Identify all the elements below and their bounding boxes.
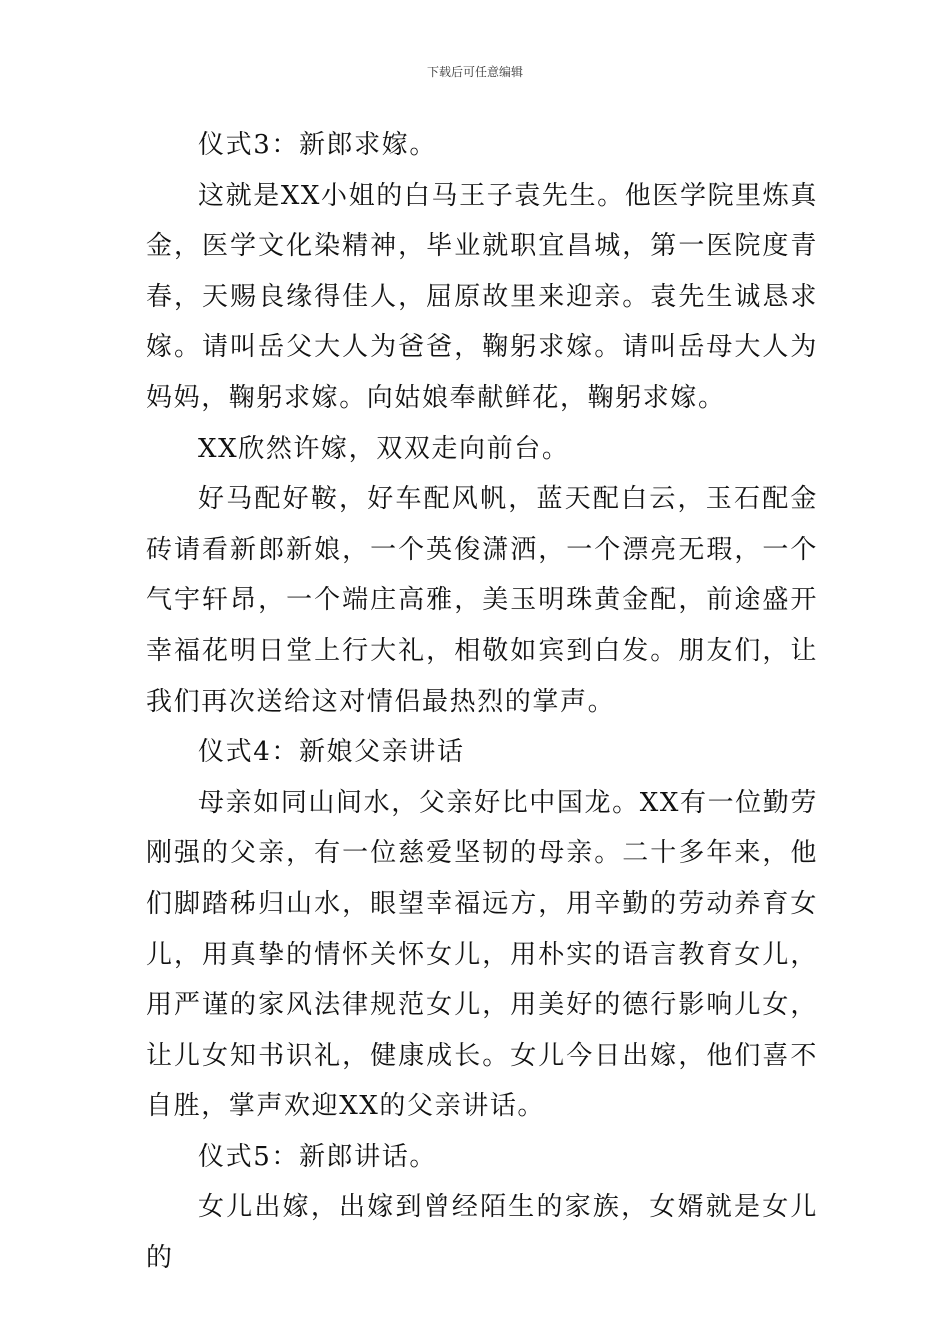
heading-ritual-4: 仪式4：新娘父亲讲话 bbox=[198, 737, 465, 768]
document-body bbox=[146, 120, 818, 1284]
paragraph-blessing: 好马配好鞍，好车配风帆，蓝天配白云，玉石配金砖请看新郎新娘，一个英俊潇洒，一个漂亮无瑕，一个气宇轩昂，一个端庄高雅，美玉明珠黄金配，前途盛开幸福花明日堂上行大礼，相敬如宾到白发。朋友们，让我们再次送给这对情侣最热烈的掌声。 bbox=[146, 484, 818, 717]
heading-ritual-5: 仪式5：新郎讲话。 bbox=[198, 1141, 437, 1172]
page-header-note: 下载后可任意编辑 bbox=[426, 65, 523, 79]
paragraph-groom-speech: 女儿出嫁，出嫁到曾经陌生的家族，女婿就是女儿的 bbox=[146, 1192, 818, 1274]
paragraph-groom-intro: 这就是XX小姐的白马王子袁先生。他医学院里炼真金，医学文化染精神，毕业就职宜昌城，第一医院度青春，天赐良缘得佳人，屈原故里来迎亲。袁先生诚恳求嫁。请叫岳父大人为爸爸，鞠躬求嫁。请叫岳母大人为妈妈，鞠躬求嫁。向姑娘奉献鲜花，鞠躬求嫁。 bbox=[146, 180, 818, 413]
heading-ritual-3: 仪式3：新郎求嫁。 bbox=[198, 130, 437, 160]
paragraph-bride-accepts: XX欣然许嫁，双双走向前台。 bbox=[198, 433, 570, 464]
paragraph-father-intro: 母亲如同山间水，父亲好比中国龙。XX有一位勤劳刚强的父亲，有一位慈爱坚韧的母亲。二十多年来，他们脚踏秭归山水，眼望幸福远方，用辛勤的劳动养育女儿，用真挚的情怀关怀女儿，用朴实的语言教育女儿，用严谨的家风法律规范女儿，用美好的德行影响儿女，让儿女知书识礼，健康成长。女儿今日出嫁，他们喜不自胜，掌声欢迎XX的父亲讲话。 bbox=[146, 787, 818, 1122]
